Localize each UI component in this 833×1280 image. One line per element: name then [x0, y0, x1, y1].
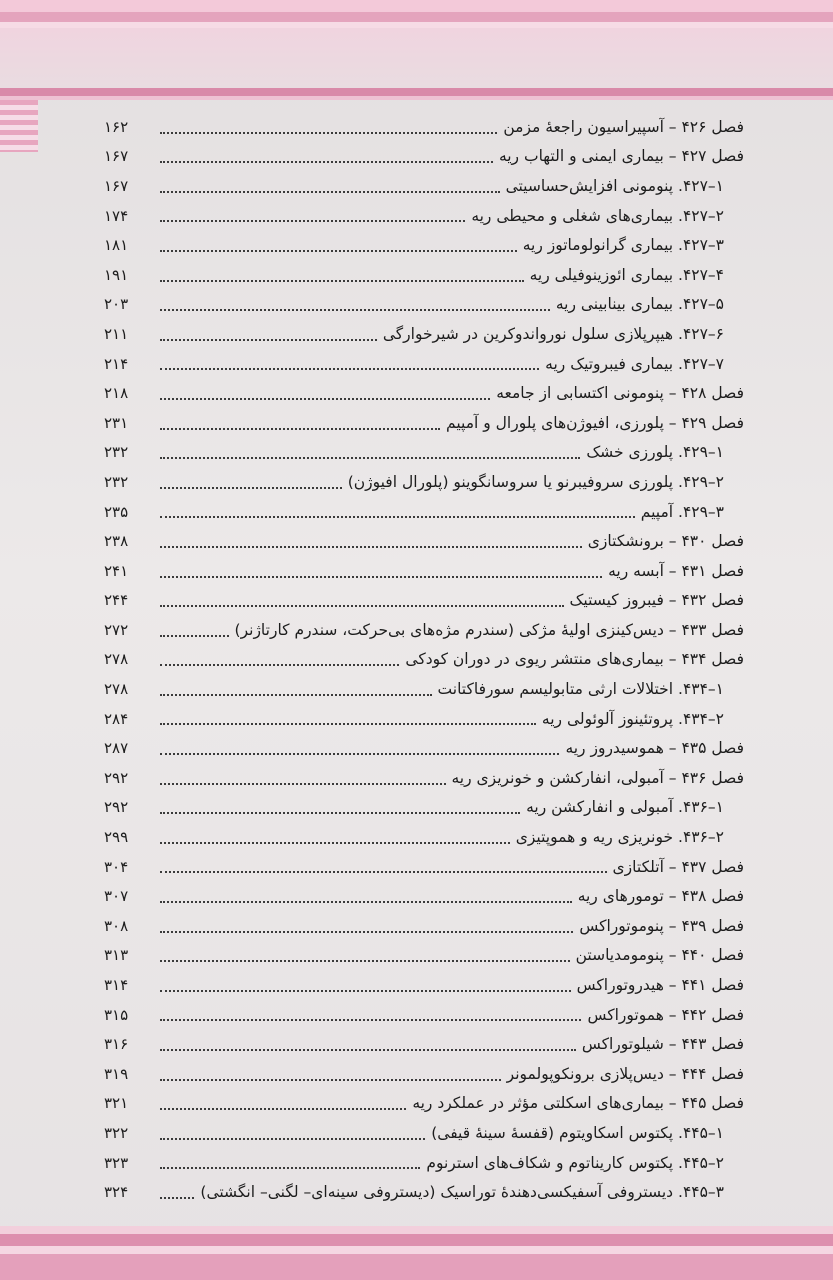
- page-number: ۳۰۷: [104, 887, 129, 906]
- entry-title: ۱–۴۳۶. آمبولی و انفارکشن ریه: [526, 798, 724, 817]
- dot-leader: [160, 663, 399, 666]
- page-number: ۲۹۲: [104, 768, 129, 787]
- page-number: ۱۸۱: [104, 236, 129, 255]
- page-number: ۲۸۴: [104, 709, 129, 728]
- dot-leader: [160, 930, 573, 933]
- entry-title: فصل ۴۴۰ – پنومومدیاستن: [575, 946, 744, 965]
- toc-entry: [104, 1029, 744, 1059]
- toc-subentry: [104, 1177, 744, 1207]
- page-number: ۲۳۲: [104, 443, 129, 462]
- dot-leader: [160, 841, 510, 844]
- entry-title: فصل ۴۲۷ – بیماری ایمنی و التهاب ریه: [498, 147, 744, 166]
- dot-leader: [160, 338, 377, 341]
- dot-leader: [160, 634, 229, 637]
- toc-entry: [104, 941, 744, 971]
- page-number: ۲۰۳: [104, 295, 129, 314]
- toc-subentry: [104, 467, 744, 497]
- dot-leader: [160, 486, 342, 489]
- dot-leader: [160, 456, 580, 459]
- toc-subentry: [104, 1118, 744, 1148]
- dot-leader: [160, 782, 446, 785]
- page-number: ۲۹۲: [104, 798, 129, 817]
- toc-entry: [104, 733, 744, 763]
- page-number: ۱۹۱: [104, 265, 129, 284]
- toc-entry: [104, 142, 744, 172]
- dot-leader: [160, 1018, 581, 1021]
- table-of-contents: [104, 112, 744, 1207]
- page-number: ۳۱۵: [104, 1005, 129, 1024]
- dot-leader: [160, 367, 539, 370]
- page-number: ۲۹۹: [104, 828, 129, 847]
- dot-leader: [160, 249, 517, 252]
- dot-leader: [160, 1196, 194, 1199]
- page-number: ۲۷۸: [104, 650, 129, 669]
- entry-title: ۵–۴۲۷. بیماری بینابینی ریه: [555, 295, 724, 314]
- dot-leader: [160, 1107, 406, 1110]
- entry-title: ۳–۴۲۷. بیماری گرانولوماتوز ریه: [522, 236, 724, 255]
- entry-title: فصل ۴۴۵ – بیماری‌های اسکلتی مؤثر در عملکرد ریه: [412, 1094, 744, 1113]
- dot-leader: [160, 693, 432, 696]
- toc-subentry: [104, 171, 744, 201]
- toc-entry: [104, 881, 744, 911]
- dot-leader: [160, 545, 582, 548]
- page-number: ۱۶۲: [104, 117, 129, 136]
- toc-entry: [104, 970, 744, 1000]
- page-number: ۳۲۲: [104, 1123, 129, 1142]
- toc-entry: [104, 112, 744, 142]
- toc-subentry: [104, 201, 744, 231]
- toc-subentry: [104, 822, 744, 852]
- dot-leader: [160, 1166, 420, 1169]
- page-number: ۲۴۱: [104, 561, 129, 580]
- toc-subentry: [104, 793, 744, 823]
- dot-leader: [160, 1137, 425, 1140]
- entry-title: فصل ۴۳۷ – آتلکتازی: [612, 857, 744, 876]
- bottom-band: [0, 1226, 833, 1234]
- entry-title: فصل ۴۴۱ – هیدروتوراکس: [576, 976, 744, 995]
- page-number: ۱۶۷: [104, 176, 129, 195]
- entry-title: فصل ۴۳۴ – بیماری‌های منتشر ریوی در دوران کودکی: [405, 650, 744, 669]
- entry-title: ۱–۴۳۴. اختلالات ارثی متابولیسم سورفاکتانت: [437, 680, 724, 699]
- toc-subentry: [104, 349, 744, 379]
- page-number: ۳۲۴: [104, 1183, 129, 1202]
- dot-leader: [160, 427, 440, 430]
- toc-entry: [104, 615, 744, 645]
- page-number: ۲۷۸: [104, 680, 129, 699]
- top-band: [0, 96, 833, 100]
- entry-title: فصل ۴۳۲ – فیبروز کیستیک: [569, 591, 744, 610]
- entry-title: فصل ۴۳۹ – پنوموتوراکس: [579, 916, 744, 935]
- entry-title: ۶–۴۲۷. هیپرپلازی سلول نورواندوکرین در شیرخوارگی: [382, 324, 724, 343]
- decorative-stripes: [0, 100, 38, 152]
- entry-title: فصل ۴۳۱ – آبسه ریه: [608, 561, 744, 580]
- bottom-band: [0, 1246, 833, 1254]
- dot-leader: [160, 900, 572, 903]
- toc-subentry: [104, 674, 744, 704]
- entry-title: فصل ۴۴۴ – دیس‌پلازی برونکوپولمونر: [506, 1064, 744, 1083]
- entry-title: فصل ۴۳۰ – برونشکتازی: [587, 532, 744, 551]
- dot-leader: [160, 160, 493, 163]
- page-number: ۳۲۱: [104, 1094, 129, 1113]
- page-number: ۲۱۴: [104, 354, 129, 373]
- dot-leader: [160, 1048, 576, 1051]
- entry-title: فصل ۴۳۳ – دیس‌کینزی اولیهٔ مژکی (سندرم مژه‌های بی‌حرکت، سندرم کارتاژنر): [234, 620, 744, 639]
- top-band: [0, 28, 833, 88]
- page-number: ۳۰۸: [104, 916, 129, 935]
- dot-leader: [160, 575, 602, 578]
- entry-title: فصل ۴۳۸ – تومورهای ریه: [577, 887, 744, 906]
- toc-subentry: [104, 438, 744, 468]
- page-number: ۲۳۲: [104, 472, 129, 491]
- entry-title: ۱–۴۲۹. پلورزی خشک: [586, 443, 724, 462]
- page-number: ۳۲۳: [104, 1153, 129, 1172]
- page-number: ۲۱۸: [104, 384, 129, 403]
- dot-leader: [160, 515, 635, 518]
- toc-entry: [104, 1000, 744, 1030]
- entry-title: فصل ۴۲۶ – آسپیراسیون راجعهٔ مزمن: [503, 117, 744, 136]
- page-number: ۳۱۶: [104, 1035, 129, 1054]
- toc-entry: [104, 1089, 744, 1119]
- entry-title: ۲–۴۴۵. پکتوس کاریناتوم و شکاف‌های استرنوم: [426, 1153, 724, 1172]
- entry-title: فصل ۴۴۳ – شیلوتوراکس: [581, 1035, 744, 1054]
- dot-leader: [160, 1078, 501, 1081]
- dot-leader: [160, 131, 497, 134]
- dot-leader: [160, 397, 490, 400]
- entry-title: ۲–۴۳۶. خونریزی ریه و هموپتیزی: [515, 828, 724, 847]
- entry-title: ۲–۴۲۷. بیماری‌های شغلی و محیطی ریه: [471, 206, 724, 225]
- entry-title: ۲–۴۲۹. پلورزی سروفیبرنو یا سروسانگوینو (پلورال افیوژن): [347, 472, 724, 491]
- toc-subentry: [104, 290, 744, 320]
- top-band: [0, 0, 833, 12]
- entry-title: فصل ۴۳۵ – هموسیدروز ریه: [565, 739, 744, 758]
- entry-title: فصل ۴۳۶ – آمبولی، انفارکشن و خونریزی ریه: [451, 768, 744, 787]
- bottom-band: [0, 1254, 833, 1280]
- page-number: ۲۳۸: [104, 532, 129, 551]
- entry-title: ۲–۴۳۴. پروتئینوز آلوئولی ریه: [541, 709, 724, 728]
- page-number: ۳۰۴: [104, 857, 129, 876]
- toc-entry: [104, 408, 744, 438]
- dot-leader: [160, 752, 559, 755]
- dot-leader: [160, 870, 607, 873]
- bottom-band: [0, 1234, 833, 1246]
- page-number: ۳۱۴: [104, 976, 129, 995]
- toc-subentry: [104, 230, 744, 260]
- page-number: ۲۳۵: [104, 502, 129, 521]
- dot-leader: [160, 190, 500, 193]
- dot-leader: [160, 279, 524, 282]
- toc-entry: [104, 852, 744, 882]
- toc-subentry: [104, 497, 744, 527]
- page-number: ۳۱۹: [104, 1064, 129, 1083]
- entry-title: ۱–۴۲۷. پنومونی افزایش‌حساسیتی: [505, 176, 724, 195]
- top-band: [0, 88, 833, 96]
- entry-title: ۱–۴۴۵. پکتوس اسکاویتوم (قفسهٔ سینهٔ قیفی): [431, 1123, 724, 1142]
- page-number: ۲۴۴: [104, 591, 129, 610]
- page-number: ۲۳۱: [104, 413, 129, 432]
- toc-subentry: [104, 260, 744, 290]
- page-number: ۲۷۲: [104, 620, 129, 639]
- dot-leader: [160, 989, 571, 992]
- entry-title: فصل ۴۲۹ – پلورزی، افیوژن‌های پلورال و آمپیم: [446, 413, 744, 432]
- toc-entry: [104, 556, 744, 586]
- entry-title: فصل ۴۲۸ – پنومونی اکتسابی از جامعه: [496, 384, 744, 403]
- toc-entry: [104, 911, 744, 941]
- dot-leader: [160, 959, 570, 962]
- toc-entry: [104, 1059, 744, 1089]
- page-number: ۳۱۳: [104, 946, 129, 965]
- toc-subentry: [104, 704, 744, 734]
- entry-title: فصل ۴۴۲ – هموتوراکس: [587, 1005, 744, 1024]
- dot-leader: [160, 604, 564, 607]
- entry-title: ۳–۴۲۹. آمپیم: [640, 502, 724, 521]
- dot-leader: [160, 308, 550, 311]
- page-number: ۲۸۷: [104, 739, 129, 758]
- page-number: ۱۷۴: [104, 206, 129, 225]
- dot-leader: [160, 811, 520, 814]
- toc-entry: [104, 526, 744, 556]
- toc-subentry: [104, 1148, 744, 1178]
- page-number: ۱۶۷: [104, 147, 129, 166]
- toc-entry: [104, 645, 744, 675]
- toc-entry: [104, 586, 744, 616]
- toc-subentry: [104, 319, 744, 349]
- toc-entry: [104, 378, 744, 408]
- dot-leader: [160, 722, 536, 725]
- entry-title: ۴–۴۲۷. بیماری ائوزینوفیلی ریه: [529, 265, 724, 284]
- dot-leader: [160, 219, 465, 222]
- top-band: [0, 12, 833, 22]
- entry-title: ۷–۴۲۷. بیماری فیبروتیک ریه: [545, 354, 724, 373]
- page-number: ۲۱۱: [104, 324, 129, 343]
- toc-entry: [104, 763, 744, 793]
- entry-title: ۳–۴۴۵. دیستروفی آسفیکسی‌دهندهٔ توراسیک (دیستروفی سینه‌ای– لگنی– انگشتی): [200, 1183, 724, 1202]
